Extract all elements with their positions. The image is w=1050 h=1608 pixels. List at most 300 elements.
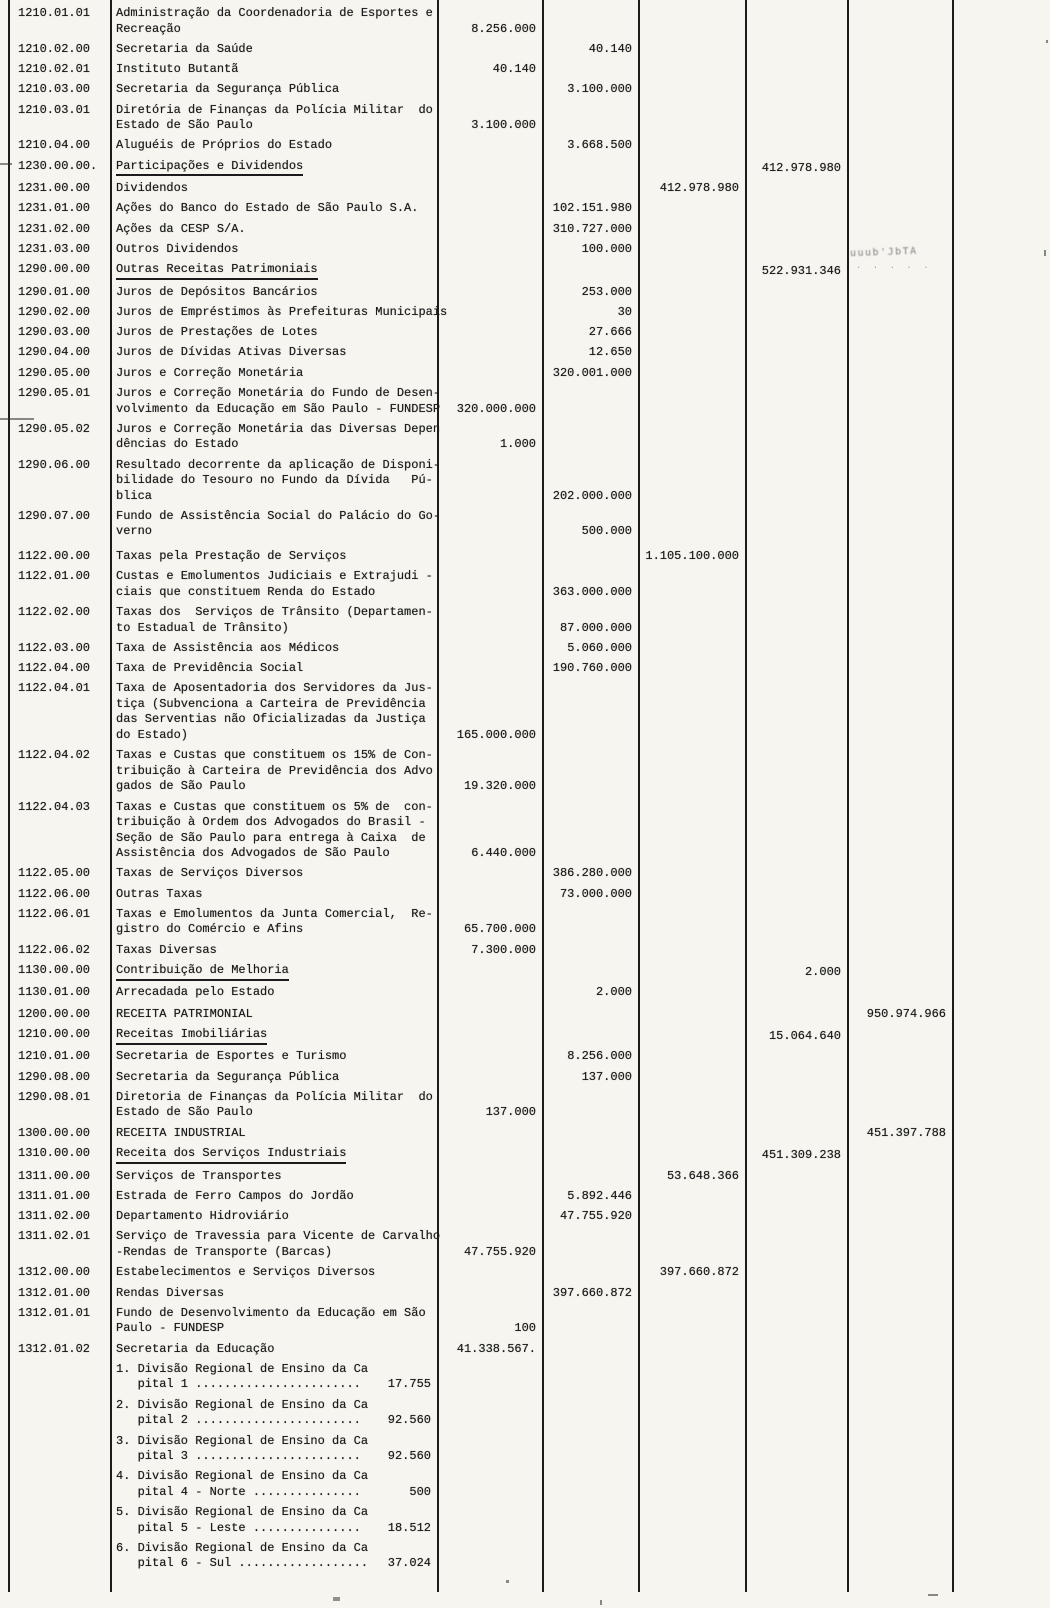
amount-col-3 bbox=[638, 569, 745, 600]
amount-col-5 bbox=[847, 943, 952, 959]
dot-leader: pital 6 - Sul .................. bbox=[116, 1556, 369, 1571]
amount-col-4 bbox=[745, 1146, 847, 1164]
amount-col-5 bbox=[847, 458, 952, 505]
amount-col-4 bbox=[745, 386, 847, 417]
amount-col-2 bbox=[542, 748, 638, 795]
amount-col-3 bbox=[638, 222, 745, 238]
table-row bbox=[8, 985, 1050, 1001]
amount-col-2 bbox=[542, 181, 638, 197]
row-value: 27.666 bbox=[588, 325, 632, 340]
row-code: 1290.05.00 bbox=[18, 365, 91, 380]
amount-col-5 bbox=[847, 1146, 952, 1164]
table-row bbox=[8, 1189, 1050, 1205]
amount-col-4 bbox=[745, 103, 847, 134]
table-row bbox=[8, 138, 1050, 154]
amount-col-3 bbox=[638, 325, 745, 341]
row-value: 137.000 bbox=[581, 1069, 632, 1084]
amount-col-5 bbox=[847, 1505, 952, 1536]
table-row bbox=[8, 1505, 1050, 1536]
amount-col-4 bbox=[745, 159, 847, 177]
row-value: 1.105.100.000 bbox=[645, 548, 739, 563]
amount-col-2 bbox=[542, 422, 638, 453]
sub-item-line2 bbox=[116, 1449, 437, 1465]
amount-col-4 bbox=[745, 458, 847, 505]
description-line: Outras Taxas bbox=[116, 886, 203, 901]
amount-col-4 bbox=[745, 1469, 847, 1500]
row-value: 412.978.980 bbox=[659, 181, 739, 196]
amount-col-1 bbox=[437, 1070, 542, 1086]
amount-col-5 bbox=[847, 887, 952, 903]
sub-item-line1: 4. Divisão Regional de Ensino da Ca bbox=[116, 1469, 369, 1484]
amount-col-3 bbox=[638, 386, 745, 417]
description-line: volvimento da Educação em São Paulo - FUNDESP bbox=[116, 401, 441, 416]
row-code: 1122.04.02 bbox=[18, 748, 91, 763]
amount-col-2 bbox=[542, 62, 638, 78]
table-row bbox=[8, 907, 1050, 938]
table-row bbox=[8, 285, 1050, 301]
amount-col-4 bbox=[745, 509, 847, 540]
amount-col-1 bbox=[437, 1049, 542, 1065]
table-row bbox=[8, 1342, 1050, 1358]
amount-col-4 bbox=[745, 422, 847, 453]
row-code: 1200.00.00 bbox=[18, 1006, 91, 1021]
row-description bbox=[110, 457, 441, 505]
description-line: Juros e Correção Monetária das Diversas Depen bbox=[116, 421, 441, 436]
amount-col-4 bbox=[745, 1070, 847, 1086]
amount-col-1 bbox=[437, 325, 542, 341]
amount-col-2 bbox=[542, 1306, 638, 1337]
amount-col-3 bbox=[638, 305, 745, 321]
amount-col-5 bbox=[847, 963, 952, 981]
scan-speck bbox=[506, 1580, 509, 1583]
amount-col-3 bbox=[638, 907, 745, 938]
amount-col-4 bbox=[745, 242, 847, 258]
row-code: 1311.02.00 bbox=[18, 1209, 91, 1224]
description-line: Secretaria de Esportes e Turismo bbox=[116, 1049, 347, 1064]
row-description bbox=[110, 262, 437, 280]
description-line: Secretaria da Segurança Pública bbox=[116, 82, 340, 97]
amount-col-4 bbox=[745, 1189, 847, 1205]
description-line: Recreação bbox=[116, 21, 181, 36]
amount-col-3 bbox=[638, 866, 745, 882]
table-row bbox=[8, 159, 1050, 177]
amount-col-5 bbox=[847, 138, 952, 154]
amount-col-1 bbox=[437, 262, 542, 280]
table-row bbox=[8, 1049, 1050, 1065]
ink-smudge: uuub'JbTA bbox=[849, 245, 918, 260]
row-code: 1231.03.00 bbox=[18, 241, 91, 256]
amount-col-5 bbox=[847, 6, 952, 37]
description-line: Taxas pela Prestação de Serviços bbox=[116, 548, 347, 563]
amount-col-3 bbox=[638, 963, 745, 981]
amount-col-3 bbox=[638, 1229, 745, 1260]
amount-col-1 bbox=[437, 1090, 542, 1121]
amount-col-5 bbox=[847, 569, 952, 600]
row-value: 3.100.000 bbox=[567, 82, 632, 97]
amount-col-1 bbox=[437, 1189, 542, 1205]
sub-item-line1: 5. Divisão Regional de Ensino da Ca bbox=[116, 1505, 369, 1520]
row-code: 1122.01.00 bbox=[18, 569, 91, 584]
amount-col-1 bbox=[437, 800, 542, 862]
amount-col-2 bbox=[542, 1070, 638, 1086]
table-row bbox=[8, 345, 1050, 361]
row-description bbox=[110, 1189, 437, 1205]
description-line: Administração da Coordenadoria de Esportes e bbox=[116, 6, 433, 20]
row-value: 6.440.000 bbox=[471, 846, 536, 861]
description-line: tribuição à Ordem dos Advogados do Brasil - bbox=[116, 815, 426, 830]
description-line: Taxa de Previdência Social bbox=[116, 661, 304, 676]
sub-item-line2 bbox=[116, 1413, 437, 1429]
amount-col-3 bbox=[638, 366, 745, 382]
amount-col-1 bbox=[437, 345, 542, 361]
row-description bbox=[110, 103, 437, 134]
description-line: Dividendos bbox=[116, 181, 189, 196]
amount-col-1 bbox=[437, 201, 542, 217]
amount-col-3 bbox=[638, 1169, 745, 1185]
row-code: 1290.05.02 bbox=[18, 421, 91, 436]
row-code: 1210.03.01 bbox=[18, 102, 91, 117]
amount-col-5 bbox=[847, 1265, 952, 1281]
amount-col-5 bbox=[847, 800, 952, 862]
amount-col-3 bbox=[638, 549, 745, 565]
scan-speck bbox=[600, 1600, 602, 1605]
row-description bbox=[110, 1049, 437, 1065]
table-row bbox=[8, 201, 1050, 217]
row-code: 1312.01.01 bbox=[18, 1305, 91, 1320]
amount-col-2 bbox=[542, 138, 638, 154]
description-line: Secretaria da Segurança Pública bbox=[116, 1069, 340, 1084]
amount-col-3 bbox=[638, 681, 745, 743]
amount-col-4 bbox=[745, 222, 847, 238]
amount-col-3 bbox=[638, 1209, 745, 1225]
row-value: 522.931.346 bbox=[761, 264, 841, 279]
row-code: 1290.05.01 bbox=[18, 386, 91, 401]
amount-col-4 bbox=[745, 1286, 847, 1302]
amount-col-4 bbox=[745, 181, 847, 197]
amount-col-1 bbox=[437, 181, 542, 197]
amount-col-3 bbox=[638, 1070, 745, 1086]
amount-col-2 bbox=[542, 1265, 638, 1281]
amount-col-3 bbox=[638, 1265, 745, 1281]
amount-col-4 bbox=[745, 1169, 847, 1185]
table-row bbox=[8, 866, 1050, 882]
row-description bbox=[110, 866, 437, 882]
description-line: verno bbox=[116, 524, 153, 539]
scan-speck bbox=[1046, 40, 1048, 43]
row-code: 1122.06.02 bbox=[18, 942, 91, 957]
row-value: 65.700.000 bbox=[463, 922, 536, 937]
amount-col-1 bbox=[437, 1229, 542, 1260]
row-code: 1122.04.01 bbox=[18, 681, 91, 696]
row-code: 1290.04.00 bbox=[18, 345, 91, 360]
amount-col-5 bbox=[847, 181, 952, 197]
description-line: Estado de São Paulo bbox=[116, 118, 253, 133]
row-code: 1290.08.01 bbox=[18, 1089, 91, 1104]
table-row bbox=[8, 1286, 1050, 1302]
table-row bbox=[8, 800, 1050, 862]
amount-col-4 bbox=[745, 1398, 847, 1429]
row-description bbox=[110, 1469, 437, 1500]
row-value: 92.560 bbox=[387, 1449, 431, 1464]
amount-col-1 bbox=[437, 1146, 542, 1164]
row-value: 87.000.000 bbox=[559, 620, 632, 635]
amount-col-2 bbox=[542, 159, 638, 177]
row-code: 1290.07.00 bbox=[18, 508, 91, 523]
description-line: das Serventias não Oficializadas da Justiça bbox=[116, 712, 426, 727]
row-description bbox=[110, 62, 437, 78]
amount-col-5 bbox=[847, 305, 952, 321]
row-value: 190.760.000 bbox=[552, 661, 632, 676]
amount-col-1 bbox=[437, 1362, 542, 1393]
amount-col-5 bbox=[847, 222, 952, 238]
amount-col-4 bbox=[745, 1306, 847, 1337]
row-value: 30 bbox=[617, 304, 632, 319]
row-value: 3.668.500 bbox=[567, 138, 632, 153]
amount-col-4 bbox=[745, 800, 847, 862]
amount-col-1 bbox=[437, 1169, 542, 1185]
amount-col-3 bbox=[638, 1090, 745, 1121]
amount-col-4 bbox=[745, 748, 847, 795]
table-row bbox=[8, 1007, 1050, 1023]
description-line: Estabelecimentos e Serviços Diversos bbox=[116, 1265, 376, 1280]
amount-col-1 bbox=[437, 985, 542, 1001]
amount-col-3 bbox=[638, 1049, 745, 1065]
amount-col-1 bbox=[437, 159, 542, 177]
amount-col-5 bbox=[847, 1169, 952, 1185]
amount-col-2 bbox=[542, 366, 638, 382]
row-value: 320.001.000 bbox=[552, 365, 632, 380]
amount-col-4 bbox=[745, 42, 847, 58]
amount-col-3 bbox=[638, 1362, 745, 1393]
amount-col-5 bbox=[847, 509, 952, 540]
amount-col-5 bbox=[847, 641, 952, 657]
row-code: 1312.00.00 bbox=[18, 1265, 91, 1280]
amount-col-1 bbox=[437, 641, 542, 657]
table-row bbox=[8, 386, 1050, 417]
description-line: Aluguéis de Próprios do Estado bbox=[116, 138, 333, 153]
description-line: Juros de Empréstimos às Prefeituras Municipais bbox=[116, 304, 448, 319]
row-description bbox=[110, 1090, 437, 1121]
amount-col-4 bbox=[745, 549, 847, 565]
description-line: gados de São Paulo bbox=[116, 779, 246, 794]
description-line: Secretaria da Educação bbox=[116, 1341, 275, 1356]
row-value: 17.755 bbox=[387, 1377, 431, 1392]
row-value: 8.256.000 bbox=[567, 1049, 632, 1064]
amount-col-2 bbox=[542, 82, 638, 98]
amount-col-5 bbox=[847, 1070, 952, 1086]
amount-col-5 bbox=[847, 605, 952, 636]
row-description bbox=[110, 82, 437, 98]
amount-col-4 bbox=[745, 285, 847, 301]
row-code bbox=[8, 1362, 110, 1393]
description-line: do Estado) bbox=[116, 727, 189, 742]
amount-col-3 bbox=[638, 1027, 745, 1045]
amount-col-2 bbox=[542, 1189, 638, 1205]
row-code: 1210.03.00 bbox=[18, 82, 91, 97]
amount-col-1 bbox=[437, 242, 542, 258]
amount-col-2 bbox=[542, 681, 638, 743]
row-code: 1210.02.00 bbox=[18, 41, 91, 56]
table-row bbox=[8, 42, 1050, 58]
row-description bbox=[110, 508, 441, 540]
amount-col-1 bbox=[437, 1541, 542, 1572]
row-description bbox=[110, 1342, 437, 1358]
amount-col-3 bbox=[638, 1306, 745, 1337]
amount-col-1 bbox=[437, 1126, 542, 1142]
row-description bbox=[110, 800, 437, 862]
row-code: 1290.01.00 bbox=[18, 284, 91, 299]
row-code: 1312.01.00 bbox=[18, 1285, 91, 1300]
amount-col-5 bbox=[847, 866, 952, 882]
amount-col-2 bbox=[542, 1027, 638, 1045]
table-row bbox=[8, 1362, 1050, 1393]
amount-col-3 bbox=[638, 138, 745, 154]
amount-col-1 bbox=[437, 569, 542, 600]
row-value: 363.000.000 bbox=[552, 584, 632, 599]
table-row bbox=[8, 509, 1050, 540]
table-row bbox=[8, 1469, 1050, 1500]
row-description bbox=[110, 345, 437, 361]
amount-col-1 bbox=[437, 6, 542, 37]
row-code: 1210.02.01 bbox=[18, 62, 91, 77]
amount-col-2 bbox=[542, 661, 638, 677]
description-line: Instituto Butantã bbox=[116, 62, 239, 77]
row-value: 19.320.000 bbox=[463, 779, 536, 794]
amount-col-1 bbox=[437, 1209, 542, 1225]
row-description bbox=[110, 1007, 437, 1023]
row-code: 1300.00.00 bbox=[18, 1125, 91, 1140]
row-code: 1312.01.02 bbox=[18, 1341, 91, 1356]
table-row bbox=[8, 1209, 1050, 1225]
description-line: Taxas Diversas bbox=[116, 942, 217, 957]
row-description bbox=[110, 605, 437, 636]
amount-col-1 bbox=[437, 866, 542, 882]
table-row bbox=[8, 6, 1050, 37]
description-line bbox=[116, 262, 437, 280]
description-line: Rendas Diversas bbox=[116, 1285, 225, 1300]
amount-col-2 bbox=[542, 549, 638, 565]
description-line: Assistência dos Advogados de São Paulo bbox=[116, 846, 390, 861]
table-row bbox=[8, 366, 1050, 382]
row-code: 1231.00.00 bbox=[18, 181, 91, 196]
row-description bbox=[110, 1398, 437, 1429]
amount-col-1 bbox=[437, 1342, 542, 1358]
description-line: Juros de Depósitos Bancários bbox=[116, 284, 318, 299]
amount-col-5 bbox=[847, 325, 952, 341]
scan-speck bbox=[1044, 250, 1046, 256]
underlined-title: Receita dos Serviços Industriais bbox=[116, 1146, 346, 1164]
amount-col-1 bbox=[437, 1007, 542, 1023]
amount-col-4 bbox=[745, 1342, 847, 1358]
amount-col-1 bbox=[437, 907, 542, 938]
table-row bbox=[8, 549, 1050, 565]
amount-col-4 bbox=[745, 641, 847, 657]
amount-col-2 bbox=[542, 345, 638, 361]
amount-col-3 bbox=[638, 1189, 745, 1205]
row-value: 386.280.000 bbox=[552, 866, 632, 881]
amount-col-3 bbox=[638, 943, 745, 959]
dot-leader: pital 2 ....................... bbox=[116, 1413, 361, 1428]
amount-col-5 bbox=[847, 1469, 952, 1500]
row-description bbox=[110, 1265, 437, 1281]
amount-col-1 bbox=[437, 222, 542, 238]
amount-col-3 bbox=[638, 159, 745, 177]
row-description bbox=[110, 549, 437, 565]
dot-leader: pital 3 ....................... bbox=[116, 1449, 361, 1464]
amount-col-5 bbox=[847, 1090, 952, 1121]
description-line bbox=[116, 1027, 437, 1045]
row-description bbox=[110, 1306, 437, 1337]
table-row bbox=[8, 748, 1050, 795]
amount-col-3 bbox=[638, 887, 745, 903]
description-line: Secretaria da Saúde bbox=[116, 41, 253, 56]
row-description bbox=[110, 304, 448, 321]
amount-col-5 bbox=[847, 1027, 952, 1045]
amount-col-5 bbox=[847, 345, 952, 361]
amount-col-4 bbox=[745, 366, 847, 382]
amount-col-4 bbox=[745, 1007, 847, 1023]
row-code: 1130.01.00 bbox=[18, 985, 91, 1000]
row-code: 1310.00.00 bbox=[18, 1146, 91, 1161]
description-line: Taxa de Aposentadoria dos Servidores da Jus- bbox=[116, 681, 433, 696]
amount-col-2 bbox=[542, 985, 638, 1001]
amount-col-5 bbox=[847, 1541, 952, 1572]
row-code: 1290.06.00 bbox=[18, 457, 91, 472]
row-value: 2.000 bbox=[595, 985, 632, 1000]
amount-col-5 bbox=[847, 82, 952, 98]
amount-col-2 bbox=[542, 1541, 638, 1572]
row-value: 12.650 bbox=[588, 345, 632, 360]
amount-col-4 bbox=[745, 1126, 847, 1142]
description-line: Taxas e Emolumentos da Junta Comercial, Re- bbox=[116, 906, 433, 921]
description-line: Taxas e Custas que constituem os 5% de con- bbox=[116, 799, 433, 814]
amount-col-3 bbox=[638, 242, 745, 258]
row-code bbox=[8, 1541, 110, 1572]
description-line: tiça (Subvenciona a Carteira de Previdência bbox=[116, 696, 426, 711]
row-value: 412.978.980 bbox=[761, 160, 841, 175]
row-code: 1231.01.00 bbox=[18, 201, 91, 216]
sub-item-line2 bbox=[116, 1485, 437, 1501]
row-value: 102.151.980 bbox=[552, 201, 632, 216]
ink-smudge-dots: · · · · · bbox=[856, 263, 932, 273]
row-code bbox=[8, 1505, 110, 1536]
sub-item-line1: 6. Divisão Regional de Ensino da Ca bbox=[116, 1540, 369, 1555]
amount-col-2 bbox=[542, 1469, 638, 1500]
row-description bbox=[110, 285, 437, 301]
amount-col-4 bbox=[745, 985, 847, 1001]
amount-col-2 bbox=[542, 386, 638, 417]
amount-col-5 bbox=[847, 549, 952, 565]
table-row bbox=[8, 605, 1050, 636]
row-description bbox=[110, 1505, 437, 1536]
table-row bbox=[8, 1169, 1050, 1185]
amount-col-2 bbox=[542, 866, 638, 882]
row-description bbox=[110, 1209, 437, 1225]
amount-col-5 bbox=[847, 661, 952, 677]
row-value: 5.892.446 bbox=[567, 1188, 632, 1203]
row-description bbox=[110, 569, 437, 600]
table-row bbox=[8, 681, 1050, 743]
amount-col-3 bbox=[638, 1398, 745, 1429]
description-line: Juros e Correção Monetária do Fundo de Desen- bbox=[116, 386, 441, 401]
row-code: 1290.03.00 bbox=[18, 325, 91, 340]
amount-col-3 bbox=[638, 509, 745, 540]
row-code: 1311.01.00 bbox=[18, 1188, 91, 1203]
amount-col-4 bbox=[745, 325, 847, 341]
row-code: 1130.00.00 bbox=[18, 963, 91, 977]
amount-col-4 bbox=[745, 62, 847, 78]
amount-col-2 bbox=[542, 458, 638, 505]
